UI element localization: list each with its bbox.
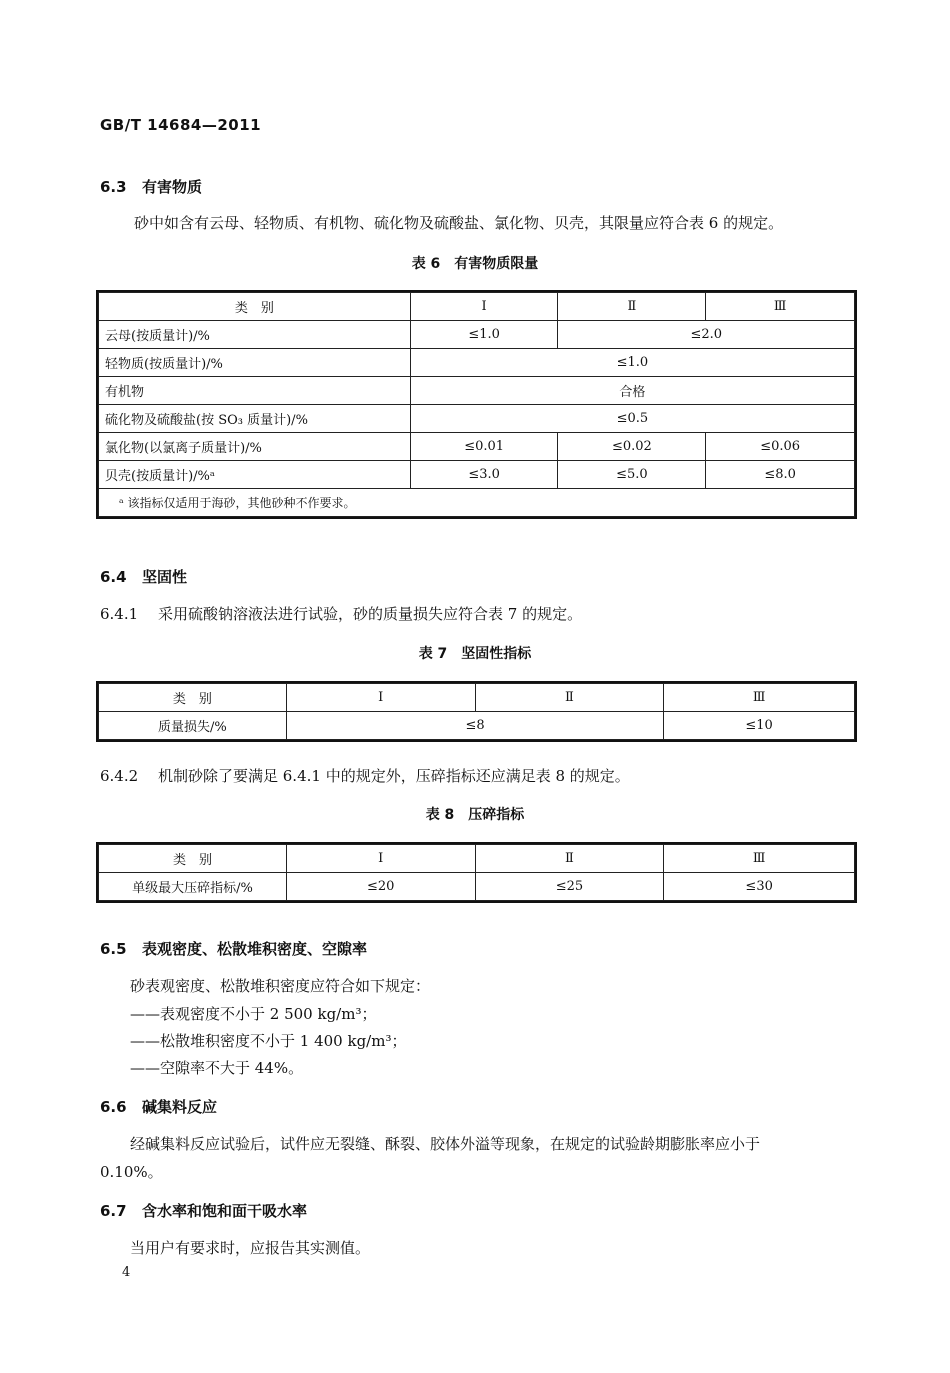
list-item: ——表观密度不小于 2 500 kg/m³； xyxy=(130,1005,377,1023)
cell-class-1-2: ≤8 xyxy=(286,712,663,740)
section-title: 含水率和饱和面干吸水率 xyxy=(142,1202,308,1220)
section-title: 表观密度、松散堆积密度、空隙率 xyxy=(142,940,368,958)
table-7 xyxy=(98,683,855,740)
table-8 xyxy=(98,844,855,901)
list-item: ——空隙率不大于 44%。 xyxy=(130,1059,304,1077)
table-row xyxy=(99,712,855,740)
section-title: 有害物质 xyxy=(142,178,203,196)
table-note-row xyxy=(99,489,855,517)
table-header-row xyxy=(99,293,855,321)
cell-class-3: ≤8.0 xyxy=(706,461,855,489)
section-title: 坚固性 xyxy=(142,568,188,586)
section-6-4-heading xyxy=(100,566,187,587)
section-number: 6.7 xyxy=(100,1202,127,1220)
section-6-5-heading xyxy=(100,938,367,959)
section-title: 碱集料反应 xyxy=(142,1098,218,1116)
section-number: 6.3 xyxy=(100,178,127,196)
table-6-caption: 表 6 有害物质限量 xyxy=(411,256,539,272)
section-6-6-paragraph-line-2: 0.10%。 xyxy=(100,1163,163,1181)
section-6-5-intro: 砂表观密度、松散堆积密度应符合如下规定： xyxy=(130,977,431,995)
table-header-row xyxy=(99,845,855,873)
table-row xyxy=(99,349,855,377)
table-row xyxy=(99,873,855,901)
section-number: 6.4.1 xyxy=(100,605,139,623)
table-8-caption: 表 8 压碎指标 xyxy=(425,807,525,823)
paragraph-text: 采用硫酸钠溶液法进行试验，砂的质量损失应符合表 7 的规定。 xyxy=(158,605,583,623)
row-label: 云母(按质量计)/% xyxy=(99,321,411,349)
cell-class-3: ≤30 xyxy=(664,873,855,901)
paragraph-text: 机制砂除了要满足 6.4.1 中的规定外，压碎指标还应满足表 8 的规定。 xyxy=(158,767,630,785)
header-class-1: Ⅰ xyxy=(286,845,475,873)
table-note: ᵃ 该指标仅适用于海砂，其他砂种不作要求。 xyxy=(99,489,855,517)
section-6-7-heading xyxy=(100,1200,307,1221)
cell-all-classes: ≤0.5 xyxy=(410,405,854,433)
section-number: 6.4.2 xyxy=(100,767,139,785)
cell-all-classes: 合格 xyxy=(410,377,854,405)
row-label: 贝壳(按质量计)/%ᵃ xyxy=(99,461,411,489)
table-row xyxy=(99,461,855,489)
header-class-2: Ⅱ xyxy=(475,845,664,873)
section-6-4-1-paragraph xyxy=(100,603,582,624)
cell-class-2: ≤25 xyxy=(475,873,664,901)
page-number: 4 xyxy=(122,1265,131,1280)
section-number: 6.4 xyxy=(100,568,127,586)
section-6-4-2-paragraph xyxy=(100,765,630,786)
table-header-row xyxy=(99,684,855,712)
section-6-7-paragraph: 当用户有要求时，应报告其实测值。 xyxy=(130,1239,371,1257)
header-category: 类 别 xyxy=(99,293,411,321)
header-class-2: Ⅱ xyxy=(475,684,664,712)
cell-class-2-3: ≤2.0 xyxy=(558,321,855,349)
table-7-caption: 表 7 坚固性指标 xyxy=(418,646,532,662)
header-class-1: Ⅰ xyxy=(410,293,558,321)
header-class-3: Ⅲ xyxy=(706,293,855,321)
header-category: 类 别 xyxy=(99,684,287,712)
row-label: 有机物 xyxy=(99,377,411,405)
cell-class-2: ≤5.0 xyxy=(558,461,706,489)
row-label: 氯化物(以氯离子质量计)/% xyxy=(99,433,411,461)
section-6-6-heading xyxy=(100,1096,217,1117)
cell-class-3: ≤0.06 xyxy=(706,433,855,461)
cell-class-1: ≤1.0 xyxy=(410,321,558,349)
cell-class-3: ≤10 xyxy=(664,712,855,740)
row-label: 轻物质(按质量计)/% xyxy=(99,349,411,377)
section-number: 6.6 xyxy=(100,1098,127,1116)
table-row xyxy=(99,321,855,349)
cell-class-2: ≤0.02 xyxy=(558,433,706,461)
cell-all-classes: ≤1.0 xyxy=(410,349,854,377)
header-category: 类 别 xyxy=(99,845,287,873)
table-row xyxy=(99,433,855,461)
header-class-3: Ⅲ xyxy=(664,684,855,712)
row-label: 质量损失/% xyxy=(99,712,287,740)
cell-class-1: ≤0.01 xyxy=(410,433,558,461)
row-label: 硫化物及硫酸盐(按 SO₃ 质量计)/% xyxy=(99,405,411,433)
list-item: ——松散堆积密度不小于 1 400 kg/m³； xyxy=(130,1032,407,1050)
header-class-2: Ⅱ xyxy=(558,293,706,321)
standard-number: GB/T 14684—2011 xyxy=(100,116,262,134)
cell-class-1: ≤20 xyxy=(286,873,475,901)
header-class-1: Ⅰ xyxy=(286,684,475,712)
section-number: 6.5 xyxy=(100,940,127,958)
table-row xyxy=(99,377,855,405)
table-6 xyxy=(98,292,855,517)
cell-class-1: ≤3.0 xyxy=(410,461,558,489)
section-6-6-paragraph-line-1: 经碱集料反应试验后，试件应无裂缝、酥裂、胶体外溢等现象，在规定的试验龄期膨胀率应小于 xyxy=(130,1135,761,1153)
section-6-3-heading xyxy=(100,176,202,197)
section-6-3-paragraph: 砂中如含有云母、轻物质、有机物、硫化物及硫酸盐、氯化物、贝壳，其限量应符合表 6 的规定。 xyxy=(134,214,784,232)
table-row xyxy=(99,405,855,433)
header-class-3: Ⅲ xyxy=(664,845,855,873)
row-label: 单级最大压碎指标/% xyxy=(99,873,287,901)
